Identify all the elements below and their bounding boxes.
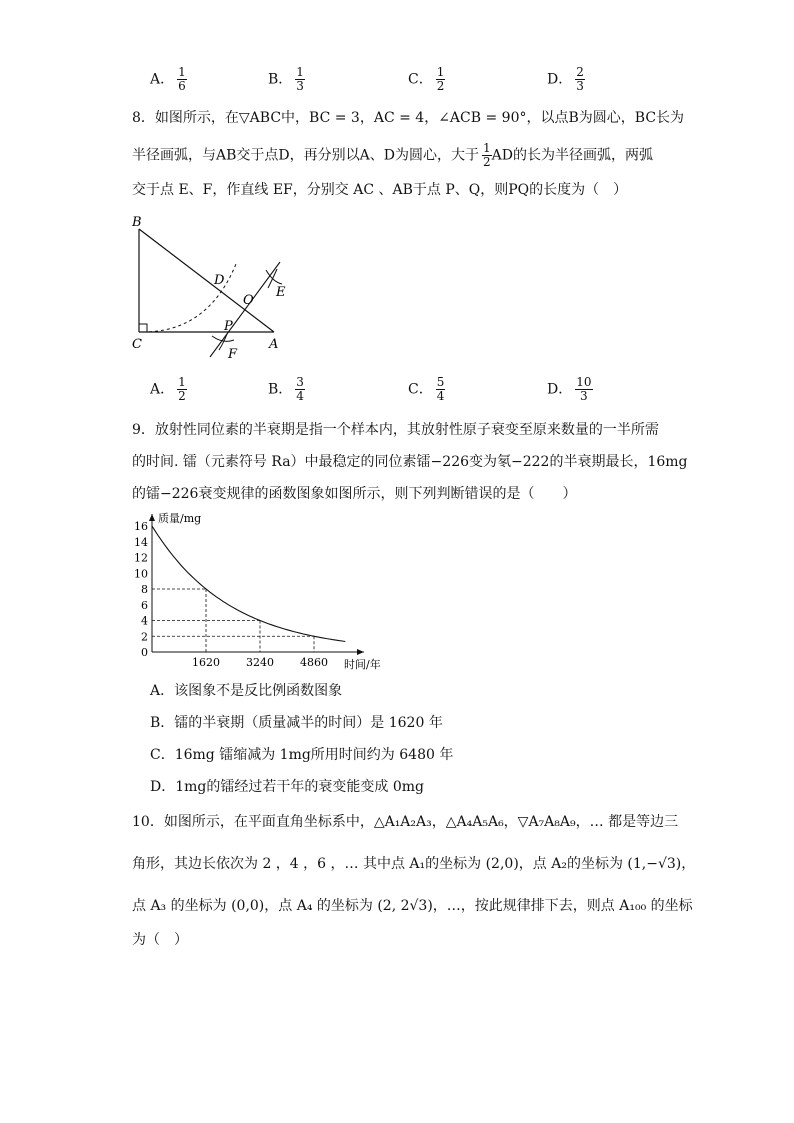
q8-line2: 半径画弧，与AB交于点D，再分别以A、D为圆心，大于 $\frac{1}{2}$ AD的长为半径画弧，两弧 [132, 141, 653, 169]
q8-line3: 交于点 E、F，作直线 EF，分别交 AC 、AB于点 P、Q，则PQ的长度为（ ） [132, 182, 628, 198]
q9-option-c: C．16mg 镭缩减为 1mg所用时间约为 6480 年 [150, 747, 454, 763]
q8-triangle-figure [128, 212, 298, 362]
q7-option-c: C． $\frac{1}{2}$ [408, 65, 445, 93]
q8-option-d: D． $\frac{10}{3}$ [547, 375, 592, 403]
x-tick-label: 4860 [300, 656, 328, 669]
q9-line2: 的时间. 镭（元素符号 Ra）中最稳定的同位素镭−226变为氡−222的半衰期最长，16mg [132, 454, 688, 470]
x-tick-label: 1620 [192, 656, 220, 669]
label-p: P [224, 319, 233, 334]
x-axis-arrow [357, 649, 364, 655]
q8-option-c: C． $\frac{5}{4}$ [408, 375, 445, 403]
y-tick-label: 8 [141, 583, 148, 596]
q10-line4: 为（ ） [132, 932, 188, 948]
q8-option-a: A． $\frac{1}{2}$ [150, 375, 186, 403]
label-d: D [214, 273, 225, 288]
q10-line1: 10．如图所示，在平面直角坐标系中，△A₁A₂A₃，△A₄A₅A₆，▽A₇A₈A₉，… 都是等边三 [132, 814, 679, 830]
right-angle-mark [139, 324, 147, 332]
y-axis-title: 质量/mg [158, 512, 202, 525]
y-tick-label: 0 [141, 646, 148, 659]
label-f: F [228, 347, 238, 362]
y-tick-label: 6 [141, 598, 148, 612]
y-tick-label: 16 [134, 520, 148, 533]
decay-chart [128, 506, 398, 672]
q9-line3: 的镭−226衰变规律的函数图象如图所示，则下列判断错误的是（ ） [132, 486, 577, 502]
arc-mark-f2 [219, 334, 227, 350]
q9-option-d: D．1mg的镭经过若干年的衰变能变成 0mg [150, 779, 424, 795]
q8-line1: 8．如图所示，在▽ABC中，BC = 3，AC = 4，∠ACB = 90°，以点B为圆心，BC长为 [132, 110, 685, 126]
label-a: A [269, 337, 279, 352]
y-axis-arrow [149, 514, 155, 521]
q9-option-b: B．镭的半衰期（质量减半的时间）是 1620 年 [150, 715, 443, 731]
q7-option-b: B． $\frac{1}{3}$ [268, 65, 304, 93]
q8-line2-b: AD的长为半径画弧，两弧 [491, 147, 653, 164]
q7-option-d: D． $\frac{2}{3}$ [547, 65, 584, 93]
label-e: E [276, 285, 286, 300]
label-o: O [243, 293, 254, 308]
q10-line2: 角形，其边长依次为 2 ，4 ，6 ，… 其中点 A₁的坐标为 (2,0)，点 A₂的坐标为 (1,−√3)， [132, 856, 696, 872]
label-b: B [132, 215, 142, 230]
q8-line2-a: 半径画弧，与AB交于点D，再分别以A、D为圆心，大于 [132, 147, 479, 164]
q9-line1: 9．放射性同位素的半衰期是指一个样本内，其放射性原子衰变至原来数量的一半所需 [132, 422, 659, 438]
y-tick-label: 4 [141, 614, 148, 628]
x-axis-title: 时间/年 [344, 658, 381, 671]
q8-option-b: B． $\frac{3}{4}$ [268, 375, 304, 403]
x-tick-label: 3240 [246, 656, 274, 669]
decay-curve [152, 526, 345, 642]
segment-ab [139, 229, 274, 332]
label-c: C [132, 337, 142, 352]
y-tick-label: 14 [134, 535, 148, 549]
q7-option-a: A． $\frac{1}{6}$ [150, 65, 186, 93]
q10-line3: 点 A₃ 的坐标为 (0,0)，点 A₄ 的坐标为 (2, 2√3)，…，按此规律排下去，则点 A₁₀₀ 的坐标 [132, 898, 693, 914]
y-tick-label: 2 [141, 630, 148, 644]
y-tick-label: 12 [134, 551, 148, 565]
y-tick-label: 10 [134, 567, 148, 581]
q9-option-a: A．该图象不是反比例函数图象 [150, 683, 343, 699]
